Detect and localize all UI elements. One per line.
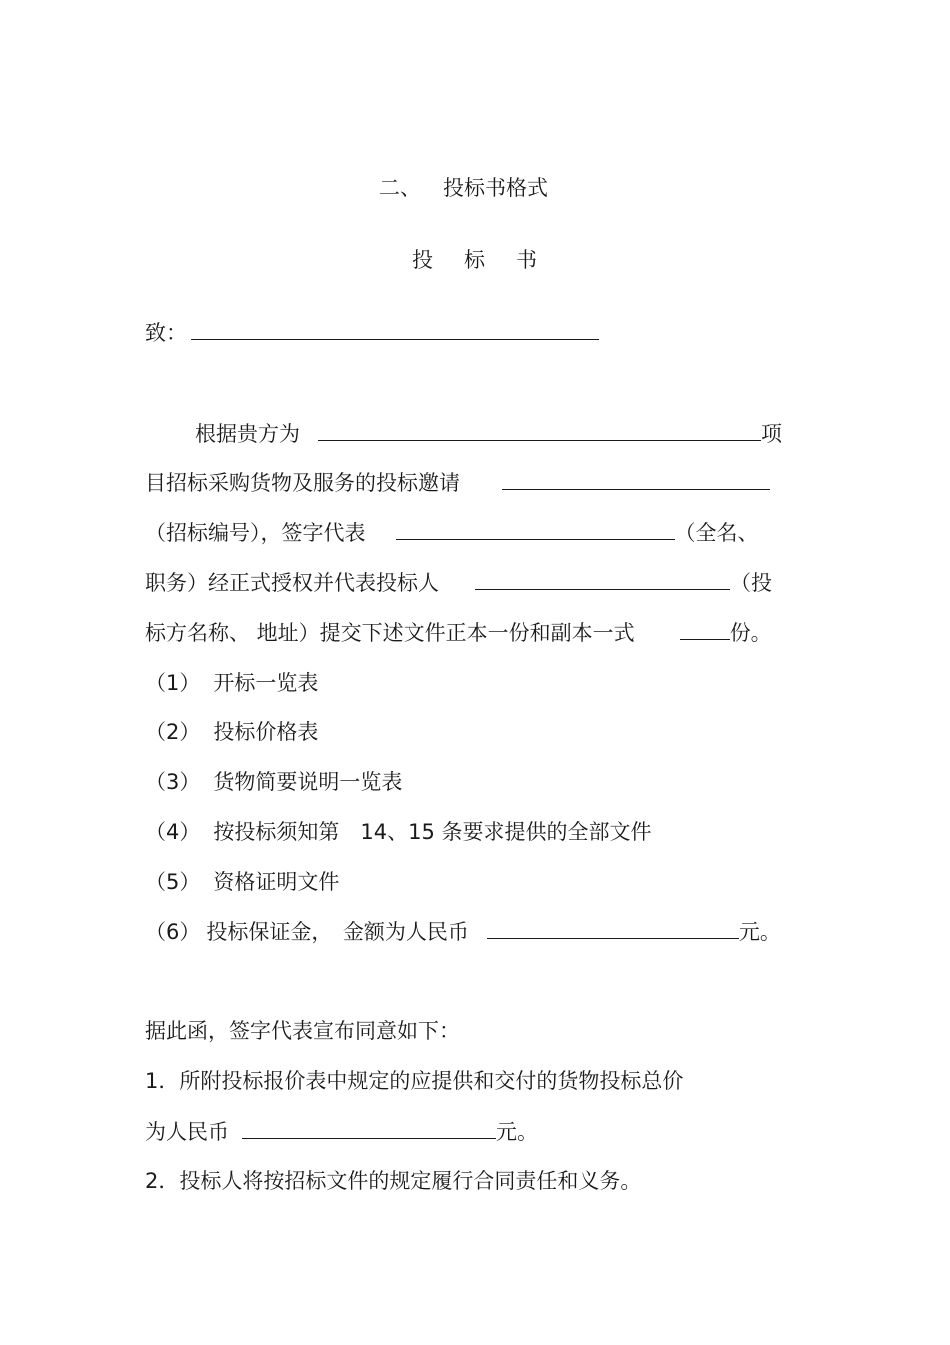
item-text: 投标保证金， 金额为人民币 [206,920,469,944]
copies-blank[interactable] [680,638,730,640]
list-item [145,872,339,893]
tender-number-blank[interactable] [502,488,770,490]
doc-title-char-3: 书 [516,248,537,272]
item-text: 资格证明文件 [213,870,340,894]
list-item [145,673,318,694]
list-item [145,772,402,793]
clause-1-line-2 [145,1122,538,1143]
addressee-blank[interactable] [191,338,599,340]
doc-title-char-2: 标 [464,248,485,272]
item-text: 开标一览表 [213,671,319,695]
item-number: （6） [145,920,201,944]
section-title: 投标书格式 [443,176,548,200]
paragraph-l5-suffix: 份。 [729,621,772,645]
paragraph-l1-prefix: 根据贵方为 [195,422,300,446]
paragraph-l5-prefix: 标方名称、 地址）提交下述文件正本一份和副本一式 [145,621,635,645]
paragraph-l4-prefix: 职务）经正式授权并代表投标人 [145,571,439,595]
item-number: （4） [145,820,201,844]
clause-2: 2．投标人将按招标文件的规定履行合同责任和义务。 [145,1169,642,1193]
project-name-blank[interactable] [318,439,761,441]
doc-title-char-1: 投 [412,248,433,272]
item-suffix: 元。 [738,920,781,944]
item-number: （5） [145,870,201,894]
paragraph-line-2 [145,473,770,494]
paragraph-l4-suffix: （投 [730,571,772,595]
clause-1-suffix: 元。 [496,1120,538,1144]
list-item [145,822,652,843]
paragraph-l2: 目招标采购货物及服务的投标邀请 [145,471,460,495]
paragraph-line-4 [145,573,772,594]
paragraph-line-3 [145,523,759,544]
item-text: 投标价格表 [213,720,319,744]
section-number: 二、 [379,176,421,200]
declaration-intro: 据此函，签字代表宣布同意如下： [145,1019,460,1043]
clause-1-line-1: 1．所附投标报价表中规定的应提供和交付的货物投标总价 [145,1069,684,1093]
item-number: （3） [145,770,201,794]
bid-bond-amount-blank[interactable] [487,937,739,939]
item-number: （2） [145,720,201,744]
addressee-label: 致： [145,321,187,345]
total-price-blank[interactable] [242,1137,496,1139]
paragraph-line-5 [145,623,772,644]
item-number: （1） [145,671,201,695]
paragraph-l3-prefix: （招标编号），签字代表 [145,521,366,545]
item-text: 货物简要说明一览表 [213,770,403,794]
addressee-line [145,323,599,344]
paragraph-l3-suffix: （全名、 [674,521,759,545]
bidder-blank[interactable] [475,588,730,590]
paragraph-line-1 [195,424,782,445]
clause-1-prefix: 为人民币 [145,1120,229,1144]
signatory-blank[interactable] [396,538,675,540]
list-item [145,922,781,943]
list-item [145,722,318,743]
paragraph-l1-suffix: 项 [761,422,782,446]
item-text: 按投标须知第 14、15 条要求提供的全部文件 [213,820,652,844]
